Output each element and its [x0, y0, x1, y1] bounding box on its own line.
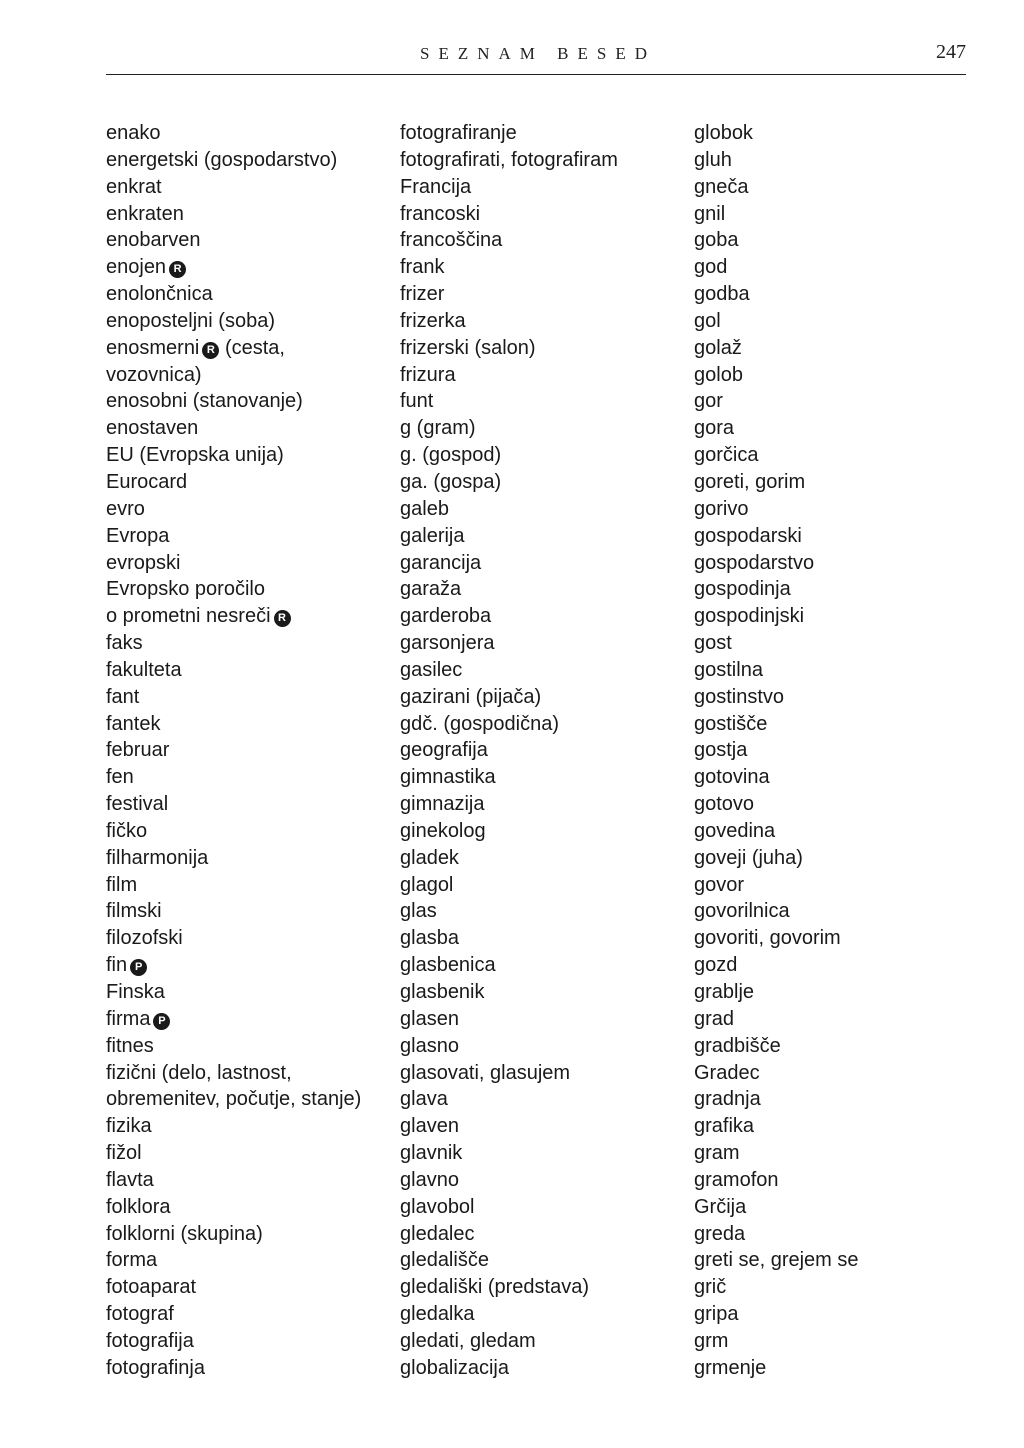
word-entry	[694, 523, 984, 550]
word-entry	[694, 818, 984, 845]
word-text: globok	[694, 122, 753, 144]
word-text: o prometni nesreči	[106, 605, 271, 628]
word-text: glava	[400, 1088, 448, 1111]
word-entry	[694, 1167, 984, 1194]
word-text: gramofon	[694, 1168, 779, 1191]
word-text: gospodinja	[694, 578, 791, 601]
word-text: flavta	[106, 1168, 154, 1191]
word-text: Evropsko poročilo	[106, 578, 265, 601]
word-entry	[400, 442, 690, 469]
word-entry	[106, 523, 396, 550]
word-text: glasbenik	[400, 981, 485, 1003]
word-text: ga. (gospa)	[400, 470, 502, 493]
word-text: februar	[106, 739, 170, 762]
word-entry	[106, 1301, 396, 1328]
word-entry	[400, 174, 690, 201]
p-marker-icon: P	[153, 1013, 170, 1030]
word-text: filmski	[106, 900, 162, 923]
word-entry	[106, 818, 396, 845]
word-text: fant	[106, 685, 140, 708]
word-text: govor	[694, 873, 745, 896]
word-text: grablje	[694, 981, 755, 1003]
word-text: glaven	[400, 1115, 459, 1138]
word-text: vozovnica)	[106, 363, 202, 386]
word-entry	[106, 684, 396, 711]
word-text: frank	[400, 256, 445, 279]
word-text: globalizacija	[400, 1356, 509, 1379]
word-text: govorilnica	[694, 900, 790, 923]
page-header	[106, 38, 966, 75]
word-text: glavno	[400, 1168, 459, 1191]
word-text: enkrat	[106, 175, 162, 198]
word-entry	[694, 925, 984, 952]
word-entry	[400, 1274, 690, 1301]
word-text: fakulteta	[106, 658, 182, 681]
word-entry	[694, 227, 984, 254]
word-text: grad	[694, 1007, 735, 1030]
word-text: fotografinja	[106, 1356, 205, 1379]
word-text: goreti, gorim	[694, 470, 806, 493]
word-entry	[106, 201, 396, 228]
word-entry	[106, 120, 396, 147]
word-text: Francija	[400, 175, 472, 198]
page-number: 247	[936, 41, 966, 63]
word-text: glasovati, glasujem	[400, 1061, 571, 1084]
word-text: filharmonija	[106, 846, 209, 869]
word-entry	[694, 711, 984, 738]
word-entry	[106, 254, 396, 281]
word-entry	[400, 1221, 690, 1248]
word-entry	[400, 684, 690, 711]
word-entry	[106, 442, 396, 469]
word-text: galerija	[400, 524, 465, 547]
word-entry	[400, 1355, 690, 1382]
word-text: gripa	[694, 1303, 739, 1326]
word-text: enostaven	[106, 417, 199, 440]
word-text: gorivo	[694, 497, 749, 520]
word-text: gluh	[694, 148, 732, 171]
word-text: garsonjera	[400, 632, 495, 655]
word-entry	[694, 898, 984, 925]
word-text: garderoba	[400, 605, 492, 628]
word-entry	[400, 925, 690, 952]
word-entry	[400, 1113, 690, 1140]
word-column-2	[400, 120, 690, 1382]
word-text: evro	[106, 497, 145, 520]
word-text: fotografija	[106, 1329, 194, 1352]
word-entry	[106, 1113, 396, 1140]
word-text: glas	[400, 900, 437, 923]
word-entry	[694, 308, 984, 335]
word-text: g. (gospod)	[400, 444, 502, 467]
word-entry	[400, 791, 690, 818]
word-text: filozofski	[106, 927, 183, 950]
word-text: gospodinjski	[694, 605, 805, 628]
word-entry	[400, 818, 690, 845]
word-entry	[694, 1247, 984, 1274]
word-entry	[106, 791, 396, 818]
word-entry	[106, 308, 396, 335]
word-text: gotovo	[694, 793, 755, 816]
word-entry	[400, 1301, 690, 1328]
word-text: francoščina	[400, 229, 503, 252]
word-text: francoski	[400, 202, 481, 225]
word-entry	[106, 1006, 396, 1033]
word-text: folklora	[106, 1195, 171, 1218]
word-entry	[400, 1167, 690, 1194]
r-marker-icon: R	[202, 342, 219, 359]
word-text: gledališki (predstava)	[400, 1276, 589, 1299]
word-text: gledališče	[400, 1249, 489, 1272]
word-text: energetski (gospodarstvo)	[106, 148, 338, 171]
word-text: obremenitev, počutje, stanje)	[106, 1088, 362, 1111]
word-text: fin	[106, 954, 128, 977]
word-text: faks	[106, 632, 143, 655]
word-entry	[106, 1194, 396, 1221]
word-entry	[694, 442, 984, 469]
word-text: gostilna	[694, 658, 763, 681]
word-entry	[106, 872, 396, 899]
word-text: gasilec	[400, 658, 463, 681]
word-text: Eurocard	[106, 470, 188, 493]
word-entry	[694, 415, 984, 442]
word-entry	[694, 1033, 984, 1060]
word-column-3	[694, 120, 984, 1382]
word-text: fižol	[106, 1142, 142, 1165]
word-text: god	[694, 256, 728, 279]
word-entry	[694, 281, 984, 308]
word-entry	[694, 1060, 984, 1087]
word-text: glasno	[400, 1034, 459, 1057]
word-text: enosobni (stanovanje)	[106, 390, 303, 413]
word-text: gostja	[694, 739, 748, 762]
word-text: gram	[694, 1142, 740, 1165]
word-entry	[400, 711, 690, 738]
word-text: garaža	[400, 578, 462, 601]
word-text: g (gram)	[400, 417, 476, 440]
word-text: film	[106, 873, 138, 896]
word-entry	[694, 120, 984, 147]
word-entry	[106, 335, 396, 362]
word-entry	[694, 603, 984, 630]
word-text: forma	[106, 1249, 158, 1272]
word-entry	[106, 227, 396, 254]
p-marker-icon: P	[130, 959, 147, 976]
word-text: festival	[106, 793, 169, 816]
word-text: EU (Evropska unija)	[106, 444, 284, 467]
word-text: enobarven	[106, 229, 201, 252]
word-text: fotografirati, fotografiram	[400, 148, 618, 171]
word-text: greti se, grejem se	[694, 1249, 859, 1272]
word-entry	[400, 952, 690, 979]
word-text: grm	[694, 1329, 729, 1352]
word-text: frizura	[400, 363, 456, 386]
word-text: godba	[694, 283, 750, 306]
word-entry	[694, 496, 984, 523]
word-text: grmenje	[694, 1356, 767, 1379]
word-text: govedina	[694, 819, 776, 842]
word-text: fantek	[106, 712, 161, 735]
word-text: gneča	[694, 175, 749, 198]
word-entry	[694, 630, 984, 657]
word-entry	[106, 388, 396, 415]
word-entry	[400, 576, 690, 603]
word-text: frizerka	[400, 309, 466, 332]
word-entry	[694, 764, 984, 791]
word-text: gol	[694, 309, 721, 332]
word-entry	[400, 308, 690, 335]
word-entry	[106, 362, 396, 389]
word-text: fizični (delo, lastnost,	[106, 1061, 292, 1084]
word-entry	[400, 737, 690, 764]
word-entry	[694, 254, 984, 281]
word-text: Grčija	[694, 1195, 747, 1218]
word-text: golob	[694, 363, 743, 386]
running-title: SEZNAM BESED	[420, 44, 656, 63]
word-entry	[694, 174, 984, 201]
word-text: glasba	[400, 927, 459, 950]
word-text: firma	[106, 1007, 151, 1030]
word-entry	[400, 227, 690, 254]
word-entry	[106, 550, 396, 577]
word-text: gostišče	[694, 712, 768, 735]
word-text: gladek	[400, 846, 459, 869]
word-entry	[400, 335, 690, 362]
word-text: enoposteljni (soba)	[106, 309, 275, 332]
word-text: enkraten	[106, 202, 184, 225]
word-text: enosmerni	[106, 336, 200, 359]
word-entry	[106, 952, 396, 979]
word-entry	[106, 1086, 396, 1113]
word-text: goveji (juha)	[694, 846, 803, 869]
word-text: goba	[694, 229, 739, 252]
word-text: fitnes	[106, 1034, 154, 1057]
word-entry	[106, 1033, 396, 1060]
word-text: geografija	[400, 739, 488, 762]
word-entry	[694, 1221, 984, 1248]
word-entry	[106, 845, 396, 872]
word-text: frizerski (salon)	[400, 336, 536, 359]
word-text: glasen	[400, 1007, 459, 1030]
word-text: ginekolog	[400, 819, 486, 842]
word-text: Finska	[106, 981, 165, 1003]
word-entry	[400, 872, 690, 899]
word-entry	[400, 469, 690, 496]
word-text: gozd	[694, 954, 738, 977]
word-text: fizika	[106, 1115, 152, 1138]
word-entry	[106, 711, 396, 738]
word-text: galeb	[400, 497, 449, 520]
word-entry	[400, 845, 690, 872]
word-entry	[106, 979, 396, 1006]
word-text: gora	[694, 417, 735, 440]
word-text: frizer	[400, 283, 445, 306]
word-entry	[106, 1167, 396, 1194]
word-entry	[694, 388, 984, 415]
word-entry	[400, 147, 690, 174]
word-text: gledalka	[400, 1303, 475, 1326]
word-entry	[400, 362, 690, 389]
word-entry	[694, 1355, 984, 1382]
word-entry	[400, 120, 690, 147]
word-entry	[400, 1033, 690, 1060]
word-text: fotograf	[106, 1303, 174, 1326]
word-entry	[694, 1086, 984, 1113]
word-entry	[106, 1328, 396, 1355]
word-text: gotovina	[694, 766, 770, 789]
word-text: garancija	[400, 551, 482, 574]
word-text: Evropa	[106, 524, 170, 547]
word-entry	[694, 201, 984, 228]
word-entry	[400, 1060, 690, 1087]
word-text: gradbišče	[694, 1034, 781, 1057]
word-entry	[694, 872, 984, 899]
word-entry	[400, 764, 690, 791]
word-entry	[694, 845, 984, 872]
word-entry	[400, 630, 690, 657]
word-entry	[400, 1140, 690, 1167]
word-entry	[694, 1194, 984, 1221]
r-marker-icon: R	[169, 261, 186, 278]
word-entry	[400, 415, 690, 442]
word-text: fičko	[106, 819, 148, 842]
word-text: gor	[694, 390, 723, 413]
word-entry	[400, 979, 690, 1006]
word-text: gostinstvo	[694, 685, 785, 708]
word-text: grič	[694, 1276, 727, 1299]
word-entry	[694, 1113, 984, 1140]
word-entry	[694, 362, 984, 389]
word-entry	[400, 1247, 690, 1274]
word-entry	[694, 335, 984, 362]
word-text-after: (cesta,	[219, 336, 285, 359]
word-entry	[400, 898, 690, 925]
word-entry	[400, 550, 690, 577]
word-text: folklorni (skupina)	[106, 1222, 263, 1245]
word-text: glavobol	[400, 1195, 475, 1218]
word-text: gospodarstvo	[694, 551, 815, 574]
word-entry	[694, 147, 984, 174]
word-entry	[106, 1247, 396, 1274]
word-entry	[106, 603, 396, 630]
word-entry	[400, 657, 690, 684]
word-entry	[694, 737, 984, 764]
word-entry	[106, 1355, 396, 1382]
word-entry	[400, 1194, 690, 1221]
word-text: glavnik	[400, 1142, 463, 1165]
word-text: greda	[694, 1222, 746, 1245]
word-text: evropski	[106, 551, 181, 574]
word-text: gimnastika	[400, 766, 496, 789]
word-entry	[694, 952, 984, 979]
word-entry	[694, 1140, 984, 1167]
word-text: enolončnica	[106, 283, 213, 306]
word-entry	[400, 281, 690, 308]
word-entry	[694, 1328, 984, 1355]
word-entry	[400, 1086, 690, 1113]
word-entry	[106, 174, 396, 201]
word-text: golaž	[694, 336, 742, 359]
word-text: glagol	[400, 873, 454, 896]
word-entry	[106, 925, 396, 952]
word-entry	[106, 657, 396, 684]
word-entry	[106, 415, 396, 442]
word-entry	[694, 1274, 984, 1301]
word-entry	[694, 657, 984, 684]
word-entry	[106, 1140, 396, 1167]
word-text: grafika	[694, 1115, 755, 1138]
word-text: gnil	[694, 202, 726, 225]
word-text: gost	[694, 632, 732, 655]
word-entry	[694, 684, 984, 711]
word-text: gospodarski	[694, 524, 802, 547]
word-entry	[106, 281, 396, 308]
word-entry	[400, 603, 690, 630]
word-text: Gradec	[694, 1061, 760, 1084]
word-text: gdč. (gospodična)	[400, 712, 559, 735]
word-entry	[400, 201, 690, 228]
word-entry	[106, 1060, 396, 1087]
word-entry	[106, 1274, 396, 1301]
word-entry	[694, 791, 984, 818]
word-text: enako	[106, 122, 161, 144]
word-entry	[400, 1328, 690, 1355]
word-entry	[694, 469, 984, 496]
word-text: fen	[106, 766, 134, 789]
word-entry	[106, 576, 396, 603]
word-column-1	[106, 120, 396, 1382]
word-text: funt	[400, 390, 434, 413]
word-text: gledalec	[400, 1222, 475, 1245]
word-text: gradnja	[694, 1088, 761, 1111]
word-entry	[400, 388, 690, 415]
word-text: gorčica	[694, 444, 759, 467]
word-text: fotoaparat	[106, 1276, 197, 1299]
word-text: gazirani (pijača)	[400, 685, 542, 708]
word-entry	[694, 979, 984, 1006]
word-entry	[694, 1301, 984, 1328]
word-entry	[400, 1006, 690, 1033]
word-text: govoriti, govorim	[694, 927, 841, 950]
word-entry	[106, 764, 396, 791]
word-entry	[106, 737, 396, 764]
word-entry	[400, 496, 690, 523]
word-text: gledati, gledam	[400, 1329, 536, 1352]
word-entry	[106, 898, 396, 925]
word-entry	[400, 523, 690, 550]
word-entry	[694, 1006, 984, 1033]
word-entry	[106, 630, 396, 657]
word-entry	[106, 469, 396, 496]
word-entry	[106, 147, 396, 174]
word-entry	[694, 576, 984, 603]
word-entry	[400, 254, 690, 281]
word-entry	[694, 550, 984, 577]
word-text: fotografiranje	[400, 122, 517, 144]
r-marker-icon: R	[274, 610, 291, 627]
word-text: enojen	[106, 256, 167, 279]
word-entry	[106, 496, 396, 523]
word-text: glasbenica	[400, 954, 496, 977]
word-text: gimnazija	[400, 793, 485, 816]
word-entry	[106, 1221, 396, 1248]
